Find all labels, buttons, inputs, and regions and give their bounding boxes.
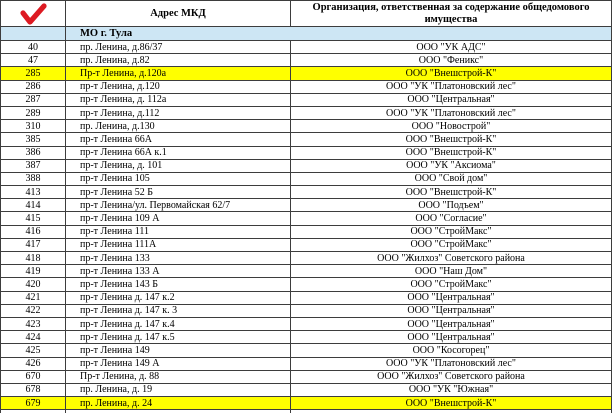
table-row: [1, 106, 612, 119]
organization-cell: ООО "УК "Южная": [291, 383, 612, 396]
organization-cell: ООО "УК "Платоновский лес": [291, 357, 612, 370]
table-row: [1, 331, 612, 344]
row-number-cell: 418: [1, 252, 66, 265]
address-cell: пр-т Ленина 149: [66, 344, 291, 357]
row-number-cell: 285: [1, 67, 66, 80]
row-number-cell: 426: [1, 357, 66, 370]
table-row: [1, 80, 612, 93]
address-cell: пр-т Ленина 52 Б: [66, 186, 291, 199]
address-cell: пр-т Ленина 66А к.1: [66, 146, 291, 159]
address-cell: пр-т Ленина/ул. Первомайская 62/7: [66, 199, 291, 212]
table-row: [1, 93, 612, 106]
address-cell: пр-т Ленина 143 Б: [66, 278, 291, 291]
row-number-cell: 678: [1, 383, 66, 396]
address-cell: Пр-т Ленина, д. 88: [66, 370, 291, 383]
table-row: [1, 357, 612, 370]
address-cell: пр-т Ленина д. 147 к.2: [66, 291, 291, 304]
checkmark-header-cell: [1, 1, 66, 27]
section-empty-cell: [1, 27, 66, 41]
organization-cell: ООО "УК "Платоновский лес": [291, 106, 612, 119]
table-row: [1, 304, 612, 317]
organization-cell: ООО "Новострой": [291, 120, 612, 133]
table-row: [1, 252, 612, 265]
table-row: [1, 370, 612, 383]
table-row: [1, 212, 612, 225]
table-header: [1, 1, 612, 27]
organization-cell: ООО "Феникс": [291, 54, 612, 67]
table-row: [1, 133, 612, 146]
row-number-cell: 679: [1, 397, 66, 410]
table-row: [1, 238, 612, 251]
organization-cell: ООО "Центральная": [291, 331, 612, 344]
organization-column-header: Организация, ответственная за содержание общедомового имущества: [291, 1, 612, 27]
table-row: [1, 317, 612, 330]
organization-cell: ООО "СтройМакс": [291, 278, 612, 291]
row-number-cell: 424: [1, 331, 66, 344]
row-number-cell: 417: [1, 238, 66, 251]
organization-cell: ООО "УК АДС": [291, 41, 612, 54]
organization-cell: ООО "Согласие": [291, 212, 612, 225]
row-number-cell: 385: [1, 133, 66, 146]
table-row: [1, 54, 612, 67]
row-number-cell: 388: [1, 172, 66, 185]
row-number-cell: 40: [1, 41, 66, 54]
organization-cell: ООО "Жилхоз" Советского района: [291, 252, 612, 265]
row-number-cell: 416: [1, 225, 66, 238]
row-number-cell: 387: [1, 159, 66, 172]
organization-cell: ООО "Центральная": [291, 93, 612, 106]
table-row: [1, 159, 612, 172]
table-row: [1, 172, 612, 185]
organization-cell: ООО "Свой дом": [291, 172, 612, 185]
row-number-cell: 670: [1, 370, 66, 383]
organization-cell: ООО "Внешстрой-К": [291, 146, 612, 159]
organization-cell: ООО "Центральная": [291, 317, 612, 330]
table-row: [1, 120, 612, 133]
address-cell: пр-т Ленина 105: [66, 172, 291, 185]
row-number-cell: 419: [1, 265, 66, 278]
row-number-cell: 420: [1, 278, 66, 291]
row-number-cell: 286: [1, 80, 66, 93]
address-column-header: Адрес МКД: [66, 1, 291, 27]
row-number-cell: 425: [1, 344, 66, 357]
address-cell: пр-т Ленина 109 А: [66, 212, 291, 225]
organization-cell: ООО "Подъем": [291, 199, 612, 212]
table-row: [1, 146, 612, 159]
address-cell: пр-т Ленина 111А: [66, 238, 291, 251]
address-cell: пр-т Ленина д. 147 к.4: [66, 317, 291, 330]
row-number-cell: 47: [1, 54, 66, 67]
row-number-cell: 287: [1, 93, 66, 106]
table-row: [1, 199, 612, 212]
organization-cell: ООО "УК "Платоновский лес": [291, 80, 612, 93]
table-row: [1, 383, 612, 396]
table-row: [1, 225, 612, 238]
table-row: [1, 291, 612, 304]
table-row: [1, 397, 612, 410]
table-row: [1, 186, 612, 199]
row-number-cell: 421: [1, 291, 66, 304]
address-cell: пр-т Ленина 149 А: [66, 357, 291, 370]
address-cell: пр. Ленина, д.86/37: [66, 41, 291, 54]
organization-cell: ООО "Жилхоз" Советского района: [291, 370, 612, 383]
row-number-cell: 415: [1, 212, 66, 225]
red-checkmark-icon: [1, 2, 65, 26]
organization-cell: ООО "Косогорец": [291, 344, 612, 357]
address-cell: пр-т Ленина 133 А: [66, 265, 291, 278]
table-body: [1, 27, 612, 413]
table-row: [1, 67, 612, 80]
organization-cell: ООО "УК "Аксиома": [291, 159, 612, 172]
address-cell: пр-т Ленина, д. 101: [66, 159, 291, 172]
address-cell: пр-т Ленина, д. 112а: [66, 93, 291, 106]
organization-cell: ООО "Внешстрой-К": [291, 67, 612, 80]
address-cell: пр. Ленина, д. 19: [66, 383, 291, 396]
organization-cell: ООО "Центральная": [291, 291, 612, 304]
address-cell: пр-т Ленина, д.120: [66, 80, 291, 93]
address-cell: пр-т Ленина д. 147 к. 3: [66, 304, 291, 317]
organization-cell: ООО "Внешстрой-К": [291, 133, 612, 146]
table-row: [1, 41, 612, 54]
row-number-cell: 289: [1, 106, 66, 119]
section-title: МО г. Тула: [66, 27, 612, 41]
row-number-cell: 413: [1, 186, 66, 199]
table-row: [1, 265, 612, 278]
address-cell: пр-т Ленина 133: [66, 252, 291, 265]
address-cell: пр. Ленина, д.82: [66, 54, 291, 67]
address-cell: Пр-т Ленина, д.120а: [66, 67, 291, 80]
address-cell: пр-т Ленина д. 147 к.5: [66, 331, 291, 344]
row-number-cell: 414: [1, 199, 66, 212]
organization-cell: ООО "СтройМакс": [291, 225, 612, 238]
address-cell: пр-т Ленина 111: [66, 225, 291, 238]
address-cell: пр-т Ленина, д.112: [66, 106, 291, 119]
address-cell: пр-т Ленина 66А: [66, 133, 291, 146]
organization-cell: ООО "Наш Дом": [291, 265, 612, 278]
table-row: [1, 344, 612, 357]
table-row: [1, 278, 612, 291]
row-number-cell: 423: [1, 317, 66, 330]
organization-cell: ООО "СтройМакс": [291, 238, 612, 251]
address-cell: пр. Ленина, д. 24: [66, 397, 291, 410]
section-row: [1, 27, 612, 41]
header-row: [1, 1, 612, 27]
organization-cell: ООО "Центральная": [291, 304, 612, 317]
row-number-cell: 422: [1, 304, 66, 317]
row-number-cell: 310: [1, 120, 66, 133]
row-number-cell: 386: [1, 146, 66, 159]
organization-cell: ООО "Внешстрой-К": [291, 397, 612, 410]
address-cell: пр. Ленина, д.130: [66, 120, 291, 133]
organization-cell: ООО "Внешстрой-К": [291, 186, 612, 199]
